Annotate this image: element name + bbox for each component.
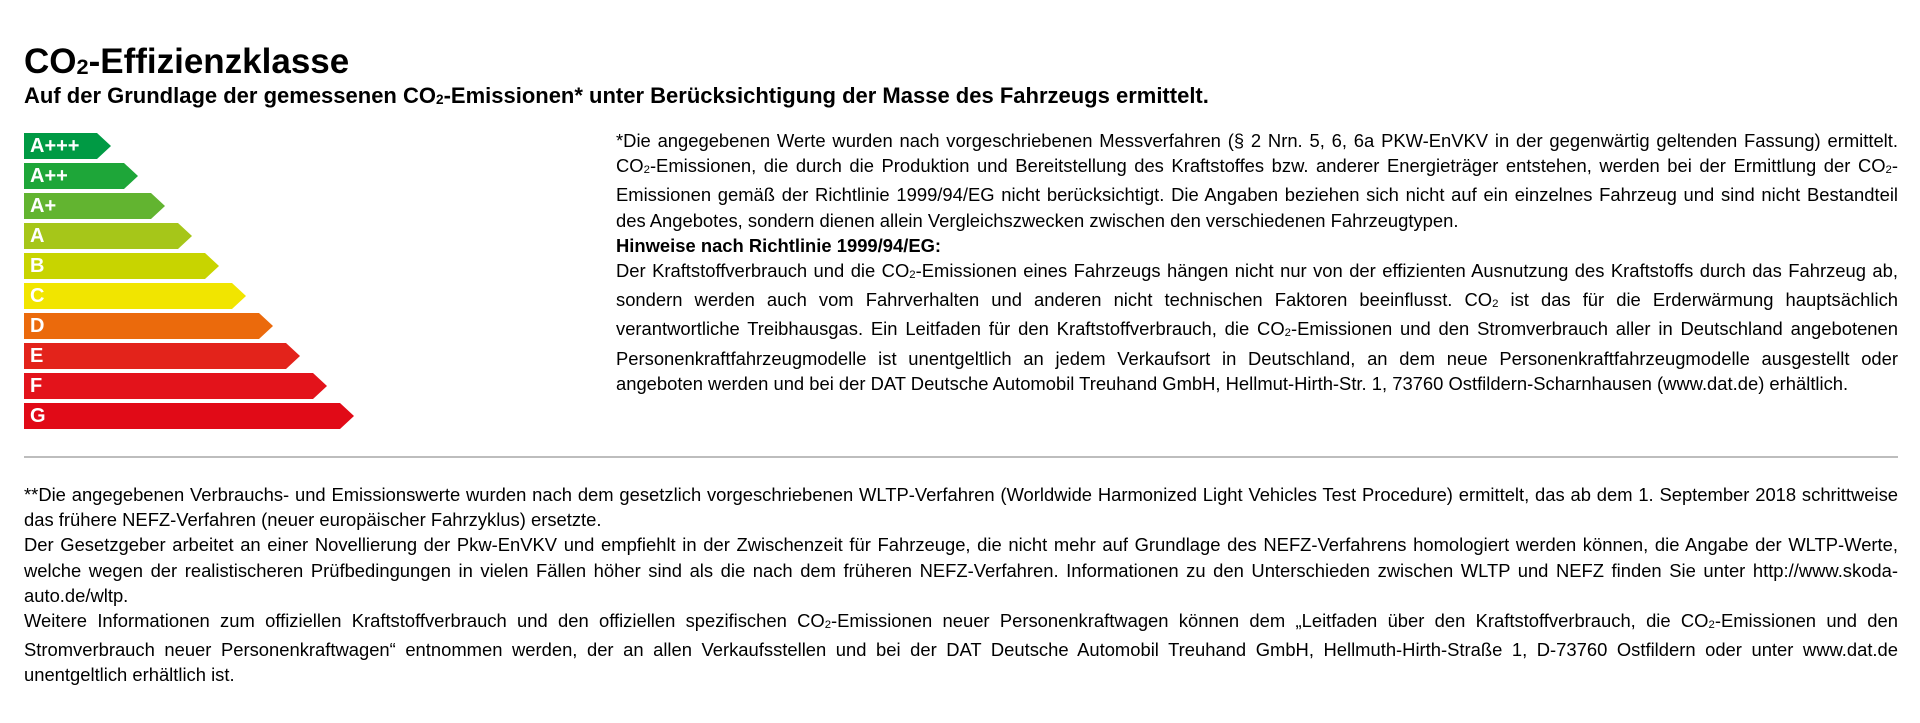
efficiency-band: [24, 283, 384, 309]
efficiency-band: [24, 373, 384, 399]
efficiency-arrow-shape: [24, 253, 219, 279]
title-text-suffix: -Effizienzklasse: [88, 42, 350, 81]
efficiency-label: B: [30, 255, 45, 277]
notes-paragraph-2: Der Kraftstoffverbrauch und die $CO_2$-Emissionen eines Fahrzeugs hängen nicht nur von der effizienten Ausnutzung des Kraftstoffs durch das Fahrzeug ab, sondern werden auch vom Fahrverhalten und anderen nicht technischen Faktoren beeinflusst. $CO_2$ ist das für die Erderwärmung hauptsächlich verantwortliche Treibhausgas. Ein Leitfaden für den Kraftstoffverbrauch, die $CO_2$-Emissionen und den Stromverbrauch aller in Deutschland angebotenen Personenkraftfahrzeugmodelle ist unentgeltlich an jedem Verkaufsort in Deutschland, an dem neue Personenkraftfahrzeugmodelle ausgestellt oder angeboten werden und bei der DAT Deutsche Automobil Treuhand GmbH, Hellmut-Hirth-Str. 1, 73760 Ostfildern-Scharnhausen (www.dat.de) erhältlich.: [616, 260, 1898, 394]
efficiency-arrow: [24, 403, 354, 429]
efficiency-band: [24, 253, 384, 279]
efficiency-band: [24, 313, 384, 339]
efficiency-arrow-shape: [24, 403, 354, 429]
efficiency-arrow: [24, 283, 246, 309]
efficiency-band: [24, 193, 384, 219]
subtitle-text: Auf der Grundlage der gemessenen CO: [24, 83, 436, 108]
efficiency-band: [24, 133, 384, 159]
efficiency-band: [24, 343, 384, 369]
efficiency-arrow: [24, 313, 273, 339]
efficiency-arrow: [24, 343, 300, 369]
footer-notes: [24, 482, 1898, 688]
efficiency-label: E: [30, 345, 44, 367]
efficiency-arrow: [24, 373, 327, 399]
footer-paragraph-1: **Die angegebenen Verbrauchs- und Emissionswerte wurden nach dem gesetzlich vorgeschriebenen WLTP-Verfahren (Worldwide Harmonized Light Vehicles Test Procedure) ermittelt, das ab dem 1. September 2018 schrittweise das frühere NEFZ-Verfahren (neuer europäischer Fahrzyklus) ersetzte.: [24, 484, 1898, 531]
efficiency-band: [24, 223, 384, 249]
efficiency-label: A: [30, 225, 45, 247]
notes-block: [616, 128, 1898, 396]
page-subtitle: [24, 82, 1209, 113]
efficiency-scale: [24, 133, 384, 433]
efficiency-arrow-shape: [24, 283, 246, 309]
efficiency-arrow: [24, 253, 219, 279]
notes-paragraph-1: *Die angegebenen Werte wurden nach vorgeschriebenen Messverfahren (§ 2 Nrn. 5, 6, 6a PKW-EnVKV in der gegenwärtig geltenden Fassung) ermittelt. $CO_2$-Emissionen, die durch die Produktion und Bereitstellung des Kraftstoffes bzw. anderer Energieträger entstehen, werden bei der Ermittlung der $CO_2$-Emissionen gemäß der Richtlinie 1999/94/EG nicht berücksichtigt. Die Angaben beziehen sich nicht auf ein einzelnes Fahrzeug und sind nicht Bestandteil des Angebotes, sondern dienen allein Vergleichszwecken zwischen den verschiedenen Fahrzeugtypen.: [616, 130, 1898, 231]
efficiency-arrow-shape: [24, 373, 327, 399]
subtitle-text-suffix: -Emissionen* unter Berücksichtigung der Masse des Fahrzeugs ermittelt.: [443, 83, 1209, 108]
footer-paragraph-2: Der Gesetzgeber arbeitet an einer Novellierung der Pkw-EnVKV und empfiehlt in der Zwischenzeit für Fahrzeuge, die nicht mehr auf Grundlage des NEFZ-Verfahrens homologiert werden können, die Angabe der WLTP-Werte, welche wegen der realistischeren Prüfbedingungen in vielen Fällen höher sind als die nach dem früheren NEFZ-Verfahren. Informationen zu den Unterschieden zwischen WLTP und NEFZ finden Sie unter http://www.skoda-auto.de/wltp.: [24, 534, 1898, 606]
efficiency-arrow: [24, 223, 192, 249]
efficiency-band: [24, 403, 384, 429]
efficiency-arrow-shape: [24, 223, 192, 249]
efficiency-label: G: [30, 405, 46, 427]
efficiency-label: D: [30, 315, 45, 337]
efficiency-label: F: [30, 375, 43, 397]
efficiency-arrow-shape: [24, 343, 300, 369]
efficiency-label: C: [30, 285, 45, 307]
title-text: CO: [24, 42, 77, 81]
page-title: [24, 40, 349, 88]
efficiency-label: A++: [30, 165, 68, 187]
efficiency-label: A+++: [30, 135, 80, 157]
title-subscript: 2: [76, 54, 89, 80]
divider: [24, 456, 1898, 458]
notes-heading: Hinweise nach Richtlinie 1999/94/EG:: [616, 234, 942, 256]
footer-paragraph-3: Weitere Informationen zum offiziellen Kraftstoffverbrauch und den offiziellen spezifischen $CO_2$-Emissionen neuer Personenkraftwagen können dem „Leitfaden über den Kraftstoffverbrauch, die $CO_2$-Emissionen und den Stromverbrauch neuer Personenkraftwagen“ entnommen werden, der an allen Verkaufsstellen und bei der DAT Deutsche Automobil Treuhand GmbH, Hellmuth-Hirth-Straße 1, D-73760 Ostfildern oder unter www.dat.de unentgeltlich erhältlich ist.: [24, 610, 1898, 686]
efficiency-band: [24, 163, 384, 189]
efficiency-label: A+: [30, 195, 57, 217]
efficiency-arrow-shape: [24, 313, 273, 339]
subtitle-subscript: 2: [435, 91, 444, 107]
